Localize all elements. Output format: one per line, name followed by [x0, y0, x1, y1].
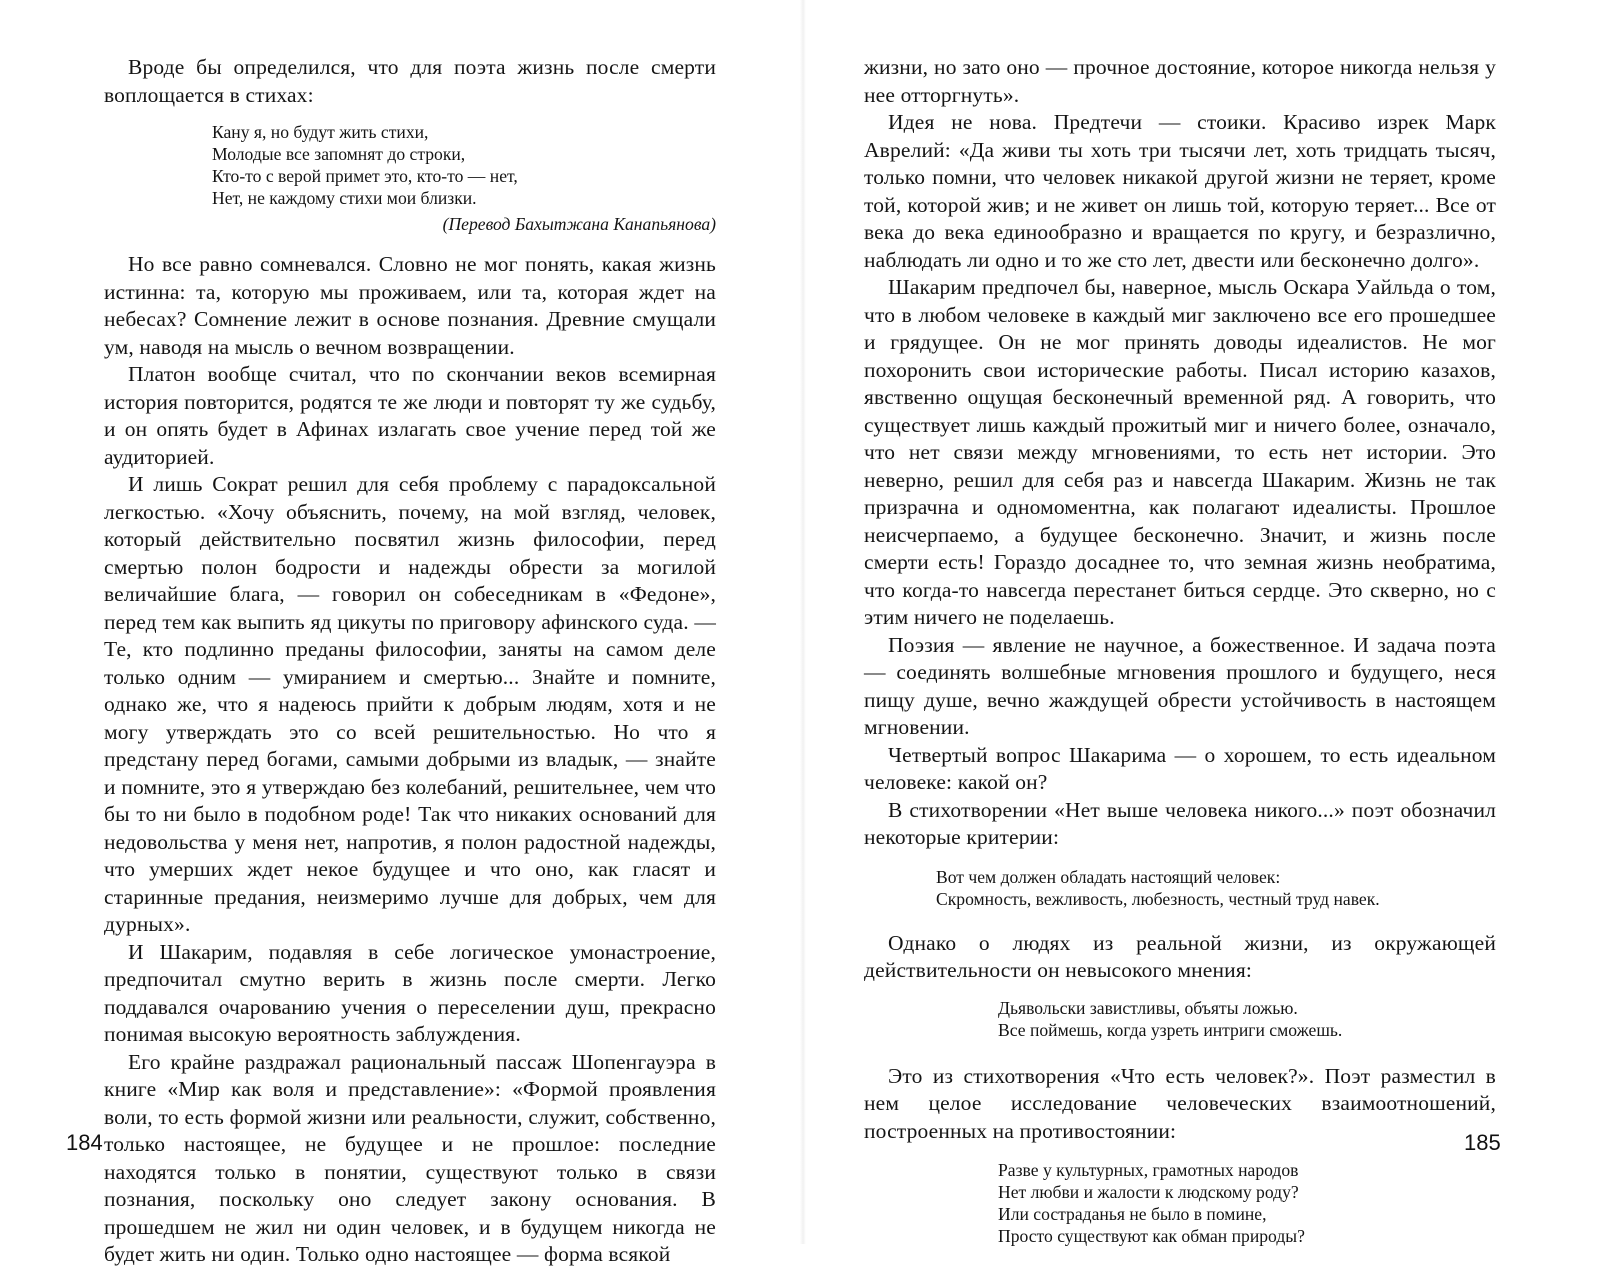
verse-line: Кану я, но будут жить стихи,: [212, 122, 429, 142]
verse-block: [104, 121, 716, 235]
left-page: [0, 0, 800, 1266]
right-page: [806, 0, 1603, 1244]
verse-line: Просто существуют как обман природы?: [998, 1226, 1305, 1246]
paragraph: Платон вообще считал, что по скончании веков всемирная история повторится, родятся те же люди и повторят ту же судьбу, и он опять будет в Афинах излагать свое учение перед той же аудиторией.: [104, 362, 716, 469]
verse-block: [864, 997, 1496, 1041]
paragraph: Поэзия — явление не научное, а божественное. И задача поэта — соединять волшебные мгновения прошлого и будущего, неся пищу душе, вечно жаждущей обрести устойчивость в настоящем мгновении.: [864, 632, 1496, 739]
translator-attribution: (Перевод Бахытжана Канапьянова): [442, 214, 716, 234]
paragraph: Его крайне раздражал рациональный пассаж Шопенгауэра в книге «Мир как воля и представление»: «Формой проявления воли, то есть формой жизни или реальности, служит, собственно, только настоящее, не будущее и не прошлое: последние находятся только в понятии, существуют только в связи познания, поскольку оно следует закону основания. В прошедшем не жил ни один человек, и в будущем никогда не будет жить ни один. Только одно настоящее — форма всякой: [104, 1049, 716, 1266]
paragraph: Однако о людях из реальной жизни, из окружающей действительности он невысокого мнения:: [864, 930, 1496, 982]
verse-line: Или состраданья не было в помине,: [998, 1204, 1267, 1224]
verse-line: Все поймешь, когда узреть интриги сможешь.: [998, 1019, 1343, 1040]
verse-line: Разве у культурных, грамотных народов: [998, 1160, 1299, 1180]
paragraph: В стихотворении «Нет выше человека никого...» поэт обозначил некоторые критерии:: [864, 797, 1496, 849]
verse-line: Нет любви и жалости к людскому роду?: [998, 1182, 1299, 1202]
verse-line: Кто-то с верой примет это, кто-то — нет,: [212, 166, 518, 186]
continued-paragraph: жизни, но зато оно — прочное достояние, которое никогда нельзя у нее отторгнуть».: [864, 55, 1496, 107]
paragraph: Идея не нова. Предтечи — стоики. Красиво изрек Марк Аврелий: «Да живи ты хоть три тысячи лет, хоть тридцать тысяч, только помни, что человек никакой другой жизни не теряет, кроме той, которой жив; и не живет он лишь той, которую теряет... Все от века до века единообразно и вращается по кругу, и безразлично, наблюдать ли одно и то же сто лет, двести или бесконечно долго».: [864, 110, 1496, 272]
paragraph: И Шакарим, подавляя в себе логическое умонастроение, предпочитал смутно верить в жизнь после смерти. Легко поддавался очарованию учения о переселении душ, прекрасно понимая высокую вероятность заблуждения.: [104, 939, 716, 1046]
paragraph: Это из стихотворения «Что есть человек?». Поэт разместил в нем целое исследование человеческих взаимоотношений, построенных на противостоянии:: [864, 1063, 1496, 1143]
right-text-column: [864, 54, 1496, 1247]
page-number: 185: [1464, 1130, 1501, 1155]
verse-block: [864, 866, 1496, 910]
page-number: 184: [66, 1130, 103, 1155]
paragraph: Вроде бы определился, что для поэта жизнь после смерти воплощается в стихах:: [104, 55, 716, 107]
paragraph: И лишь Сократ решил для себя проблему с парадоксальной легкостью. «Хочу объяснить, почему, на мой взгляд, человек, который действительно посвятил жизнь философии, перед смертью полон бодрости и надежды обрести за могилой величайшие блага, — говорил он собеседникам в «Федоне», перед тем как выпить яд цикуты по приговору афинского суда. — Те, кто подлинно преданы философии, заняты на самом деле только одним — умиранием и смертью... Знайте и помните, однако же, что я надеюсь прийти к добрым людям, хотя и не могу утверждать это со всей решительностью. Но что я предстану перед богами, самыми добрыми из владык, — знайте и помните, это я утверждаю без колебаний, решительнее, чем что бы то ни было в подобном роде! Так что никаких оснований для недовольства у меня нет, напротив, я полон радостной надежды, что умерших ждет некое будущее и что оно, как гласят и старинные предания, неизмеримо лучше для добрых, чем для дурных».: [104, 472, 716, 936]
paragraph: Но все равно сомневался. Словно не мог понять, какая жизнь истинна: та, которую мы проживаем, или та, которая ждет на небесах? Сомнение лежит в основе познания. Древние смущали ум, наводя на мысль о вечном возвращении.: [104, 252, 716, 359]
paragraph: Шакарим предпочел бы, наверное, мысль Оскара Уайльда о том, что в любом человеке в каждый миг заключено все его прошедшее и грядущее. Он не мог принять доводы идеалистов. Не мог похоронить свои исторические работы. Писал историю казахов, явственно ощущая бесконечный временной ряд. А говорить, что существует лишь каждый прожитый миг и ничего более, означало, что нет связи между мгновениями, то есть нет истории. Это неверно, решил для себя раз и навсегда Шакарим. Жизнь не так призрачна и одномоментна, как полагают идеалисты. Прошлое неисчерпаемо, а будущее бесконечно. Значит, и жизнь после смерти есть! Гораздо досаднее то, что земная жизнь необратима, что когда-то навсегда перестанет биться сердце. Это скверно, но с этим ничего не поделаешь.: [864, 275, 1496, 629]
left-text-column: [104, 54, 716, 1269]
verse-line: Скромность, вежливость, любезность, честный труд навек.: [936, 888, 1380, 909]
verse-line: Дьявольски завистливы, объяты ложью.: [998, 997, 1298, 1018]
verse-block: [864, 1159, 1496, 1247]
verse-line: Вот чем должен обладать настоящий человек:: [936, 866, 1281, 887]
verse-line: Молодые все запомнят до строки,: [212, 144, 466, 164]
verse-line: Нет, не каждому стихи мои близки.: [212, 188, 477, 208]
paragraph: Четвертый вопрос Шакарима — о хорошем, то есть идеальном человеке: какой он?: [864, 742, 1496, 794]
